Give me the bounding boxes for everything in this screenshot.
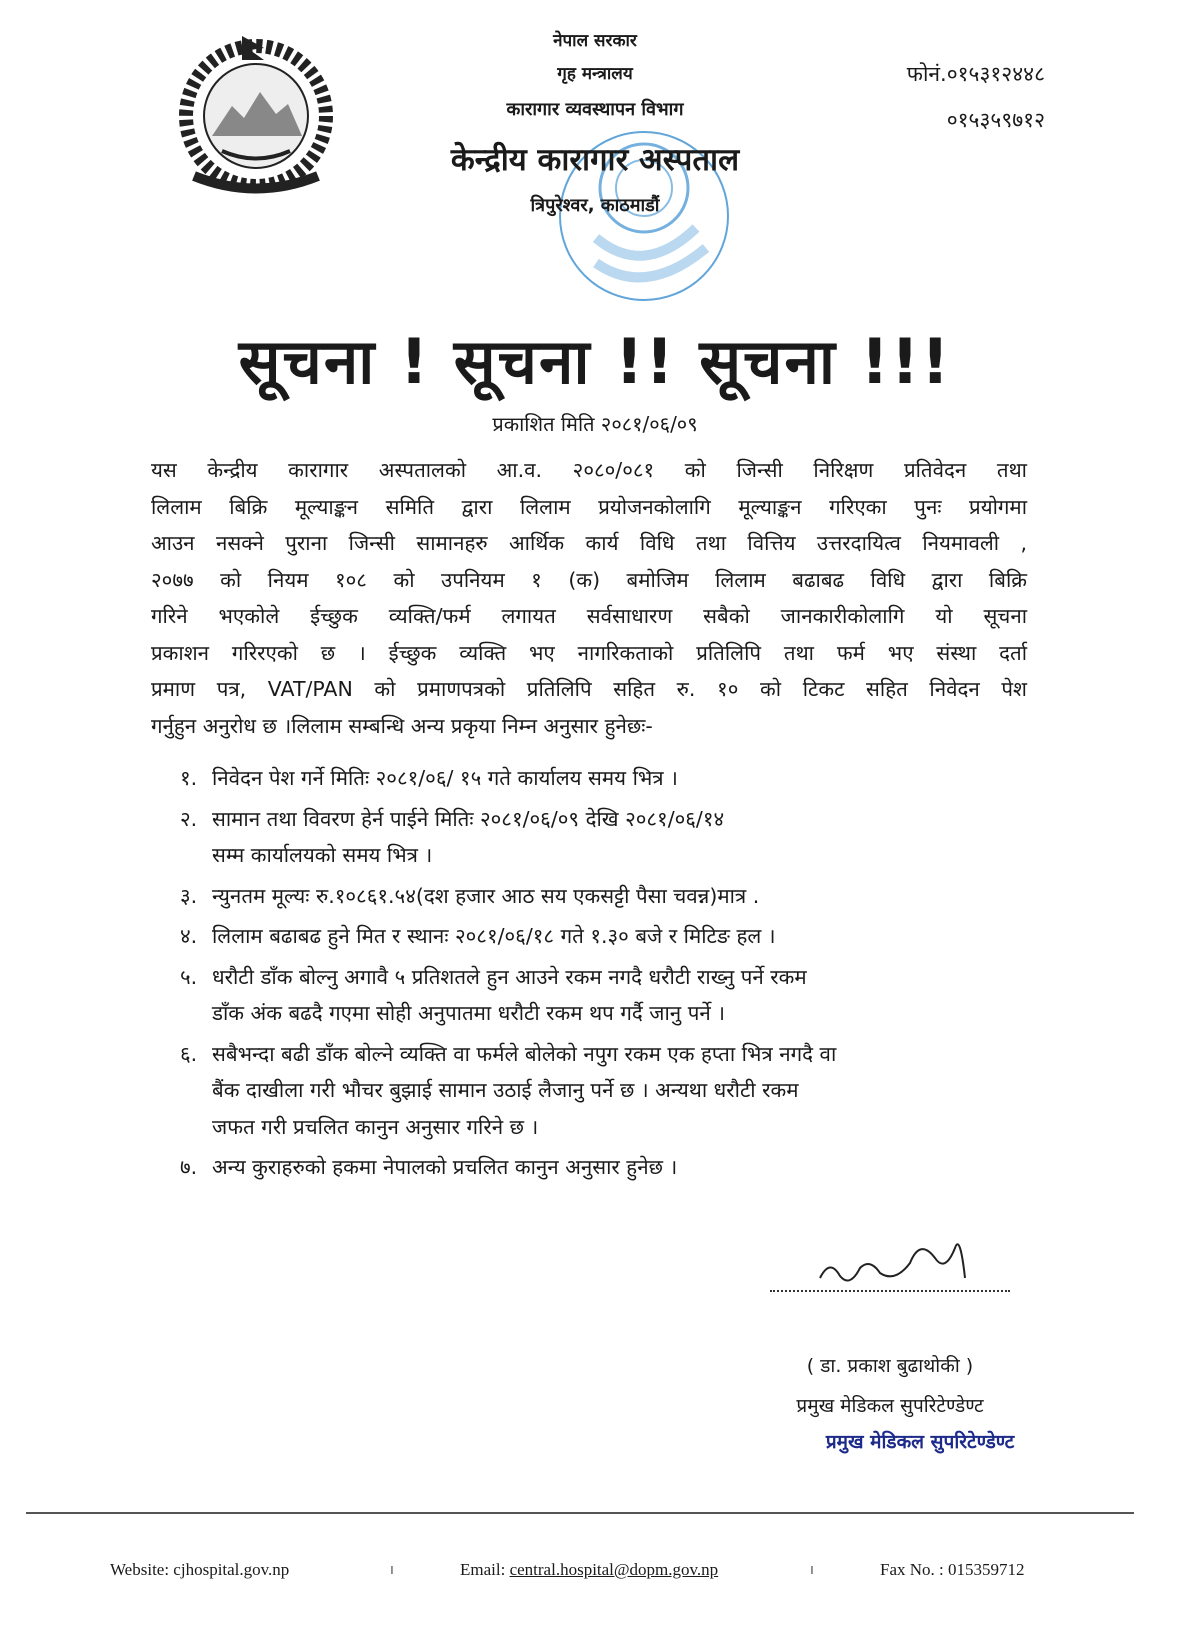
list-item-line: सबैभन्दा बढी डाँक बोल्ने व्यक्ति वा फर्मले बोलेको नपुग रकम एक हप्ता भित्र नगदै वा (212, 1041, 837, 1066)
footer-fax: Fax No. : 015359712 (880, 1560, 1025, 1579)
list-item (180, 801, 1040, 874)
list-item-line: सम्म कार्यालयको समय भित्र । (212, 843, 433, 867)
designation-stamp: प्रमुख मेडिकल सुपरिटेण्डेण्ट (825, 1431, 1015, 1453)
list-item (180, 1149, 1040, 1186)
body-line: लिलाम बिक्रि मूल्याङ्कन समिति द्वारा लिलाम प्रयोजनकोलागि मूल्याङ्कन गरिएका पुनः प्रयोगमा (151, 494, 1027, 519)
email-label: Email: (460, 1560, 510, 1579)
header-address: त्रिपुरेश्वर, काठमाडौं (530, 195, 660, 216)
list-item-number: ६. (180, 1041, 198, 1066)
phone-number-1: फोनं.०१५३१२४४८ (906, 62, 1045, 86)
procedure-list (180, 760, 1040, 1190)
body-line: आउन नसक्ने पुराना जिन्सी सामानहरु आर्थिक कार्य विधि तथा वित्तिय उत्तरदायित्व नियमावली , (151, 531, 1027, 555)
list-item (180, 918, 1040, 955)
footer-email (460, 1560, 718, 1580)
body-line: गरिने भएकोले ईच्छुक व्यक्ति/फर्म लगायत सर्वसाधारण सबैको जानकारीकोलागि यो सूचना (151, 604, 1027, 628)
list-item-number: ५. (180, 964, 198, 989)
list-item-line: डाँक अंक बढदै गएमा सोही अनुपातमा धरौटी रकम थप गर्दै जानु पर्ने । (212, 1001, 726, 1025)
list-item-line: सामान तथा विवरण हेर्न पाईने मितिः २०८१/०६/०९ देखि २०८१/०६/१४ (212, 806, 725, 831)
list-item (180, 878, 1040, 915)
list-item-number: ३. (180, 883, 198, 908)
notice-title: सूचना ! सूचना !! सूचना !!! (238, 325, 952, 398)
list-item-line: धरौटी डाँक बोल्नु अगावै ५ प्रतिशतले हुन आउने रकम नगदै धरौटी राख्नु पर्ने रकम (212, 964, 807, 989)
header-ministry: गृह मन्त्रालय (557, 64, 633, 84)
footer-separator: ı (810, 1562, 814, 1578)
body-line: प्रमाण पत्र, VAT/PAN को प्रमाणपत्रको प्रतिलिपि सहित रु. १० को टिकट सहित निवेदन पेश (151, 677, 1027, 701)
list-item-line: न्युनतम मूल्यः रु.१०८६१.५४(दश हजार आठ सय एकसट्टी पैसा चवन्न)मात्र . (212, 883, 760, 908)
footer-separator: ı (390, 1562, 394, 1578)
email-link[interactable]: central.hospital@dopm.gov.np (509, 1560, 719, 1579)
notice-body (151, 452, 1027, 744)
list-item-line: अन्य कुराहरुको हकमा नेपालको प्रचलित कानुन अनुसार हुनेछ । (212, 1155, 678, 1179)
list-item-number: ७. (180, 1155, 198, 1179)
footer-divider (26, 1512, 1134, 1514)
list-item-number: ४. (180, 924, 198, 948)
list-item (180, 959, 1040, 1032)
footer-website: Website: cjhospital.gov.np (110, 1560, 290, 1579)
signature-line (770, 1290, 1010, 1292)
signatory-designation: प्रमुख मेडिकल सुपरिटेण्डेण्ट (796, 1395, 984, 1417)
list-item-number: २. (180, 806, 198, 831)
list-item-line: निवेदन पेश गर्ने मितिः २०८१/०६/ १५ गते कार्यालय समय भित्र । (212, 766, 678, 790)
body-line: २०७७ को नियम १०८ को उपनियम १ (क) बमोजिम लिलाम बढाबढ विधि द्वारा बिक्रि (151, 567, 1027, 592)
body-line: गर्नुहुन अनुरोध छ ।लिलाम सम्बन्धि अन्य प्रकृया निम्न अनुसार हुनेछः- (151, 713, 653, 738)
handwritten-signature (770, 1228, 1020, 1298)
list-item (180, 1036, 1040, 1146)
list-item-line: जफत गरी प्रचलित कानुन अनुसार गरिने छ । (212, 1114, 539, 1139)
header-office-name: केन्द्रीय कारागार अस्पताल (450, 142, 740, 178)
list-item-number: १. (180, 766, 198, 790)
list-item-line: बैंक दाखीला गरी भौचर बुझाई सामान उठाई लैजानु पर्ने छ । अन्यथा धरौटी रकम (212, 1078, 799, 1102)
published-date: प्रकाशित मिति २०८१/०६/०९ (492, 412, 698, 436)
body-line: यस केन्द्रीय कारागार अस्पतालको आ.व. २०८०/०८१ को जिन्सी निरिक्षण प्रतिवेदन तथा (151, 458, 1027, 482)
list-item-line: लिलाम बढाबढ हुने मित र स्थानः २०८१/०६/१८ गते १.३० बजे र मिटिङ हल । (212, 924, 776, 948)
body-line: प्रकाशन गरिरएको छ । ईच्छुक व्यक्ति भए नागरिकताको प्रतिलिपि तथा फर्म भए संस्था दर्ता (151, 640, 1027, 665)
phone-number-2: ०१५३५९७१२ (946, 108, 1045, 132)
header-department: कारागार व्यवस्थापन विभाग (506, 99, 684, 120)
signatory-name: ( डा. प्रकाश बुढाथोकी ) (806, 1355, 974, 1377)
list-item (180, 760, 1040, 797)
header-government: नेपाल सरकार (553, 31, 637, 51)
